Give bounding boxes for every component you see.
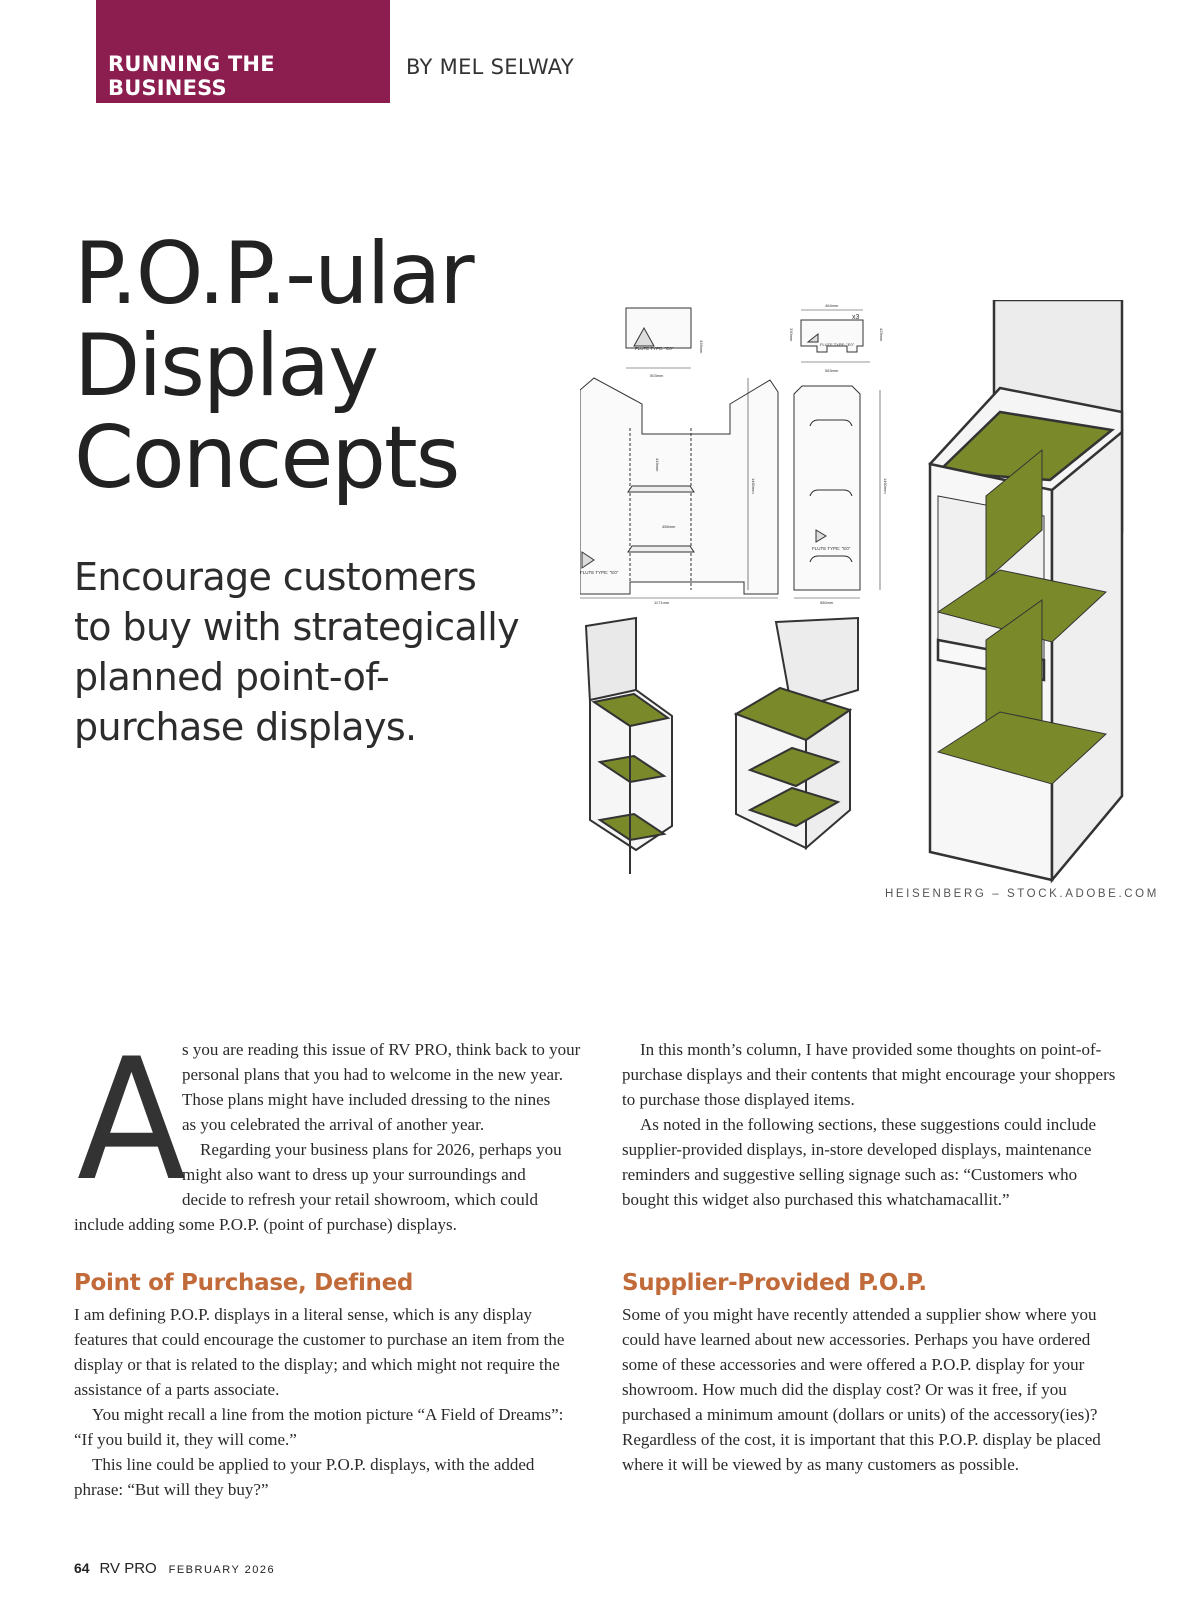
header-card-dieline xyxy=(626,308,691,368)
dim-label: 1460mm xyxy=(883,478,888,494)
section-heading: Supplier-Provided P.O.P. xyxy=(622,1270,927,1296)
dim-label: 419mm xyxy=(655,458,660,472)
body-line: as you celebrated the arrival of another year. xyxy=(182,1115,485,1134)
dim-label: 580mm xyxy=(820,600,834,605)
display-stand-small-front xyxy=(586,618,672,874)
article-column-right xyxy=(622,1037,1127,1212)
section-label: RUNNING THE BUSINESS xyxy=(108,52,275,100)
flute-label: FLUTE TYPE: "E0" xyxy=(635,346,674,351)
dim-label: 330mm xyxy=(789,328,794,342)
dropcap: A xyxy=(76,1022,187,1218)
dim-label: 464mm xyxy=(825,303,839,308)
paragraph: In this month’s column, I have provided some thoughts on point-of-purchase displays and their contents that might encourage your shoppers to purchase those displayed items. xyxy=(622,1040,1116,1109)
dim-label: 435mm xyxy=(699,340,704,354)
article-column-left xyxy=(74,1022,584,1237)
body-line: include adding some P.O.P. (point of purchase) displays. xyxy=(74,1215,457,1234)
deck-line: Encourage customers xyxy=(74,555,477,599)
section2-body xyxy=(622,1302,1127,1477)
body-dieline xyxy=(580,378,778,598)
magazine-name: RV PRO xyxy=(99,1560,157,1577)
issue-date: FEBRUARY 2026 xyxy=(168,1564,276,1576)
paragraph: Some of you might have recently attended a supplier show where you could have learned about new accessories. Perhaps you have ordered some of these accessories and were offered a P.O.P. display for your showroom. How much did the display cost? Or was it free, if you purchased a minimum amount (dollars or units) of the accessory(ies)? Regardless of the cost, it is important that this P.O.P. display be placed where it will be viewed by as many customers as possible. xyxy=(622,1305,1101,1474)
paragraph: As noted in the following sections, these suggestions could include supplier-provided displays, in-store developed displays, maintenance reminders and suggestive selling signage such as: “Customers who bought this widget also purchased this whatchamacallit.” xyxy=(622,1115,1097,1209)
deck-line: to buy with strategically xyxy=(74,605,520,649)
display-stand-small-angled xyxy=(736,618,858,848)
paragraph: This line could be applied to your P.O.P. displays, with the added phrase: “But will they buy?” xyxy=(74,1455,535,1499)
back-panel-dieline xyxy=(794,386,880,598)
body-line: Those plans might have included dressing to the nines xyxy=(182,1090,551,1109)
section1-body xyxy=(74,1302,584,1502)
section-tag xyxy=(96,0,390,103)
headline-line: Display xyxy=(74,316,377,416)
shelf-dieline xyxy=(801,310,870,362)
body-line: personal plans that you had to welcome in the new year. xyxy=(182,1065,563,1084)
deck-line: planned point-of- xyxy=(74,655,390,699)
photo-credit: HEISENBERG – STOCK.ADOBE.COM xyxy=(885,888,1159,900)
quantity-label: x3 xyxy=(852,314,860,321)
deck-line: purchase displays. xyxy=(74,705,417,749)
display-stand-large xyxy=(930,300,1122,880)
flute-label: FLUTE TYPE: "E0" xyxy=(812,546,851,551)
dim-label: 1171mm xyxy=(654,600,670,605)
dim-label: 503mm xyxy=(650,373,664,378)
page-footer xyxy=(74,1560,275,1577)
flute-label: FLUTE TYPE: "E0" xyxy=(580,570,619,575)
display-stand-illustration xyxy=(580,300,1160,885)
headline-line: Concepts xyxy=(74,408,459,508)
body-line: might also want to dress up your surroundings and xyxy=(182,1165,526,1184)
body-line: decide to refresh your retail showroom, which could xyxy=(182,1190,538,1209)
body-line: Regarding your business plans for 2026, perhaps you xyxy=(200,1140,562,1159)
dim-label: 456mm xyxy=(662,524,676,529)
paragraph: You might recall a line from the motion picture “A Field of Dreams”: “If you build it, they will come.” xyxy=(74,1405,564,1449)
page-number: 64 xyxy=(74,1560,90,1576)
flute-label: FLUTE TYPE: "E0" xyxy=(820,342,855,347)
deck xyxy=(74,552,534,752)
paragraph: I am defining P.O.P. displays in a literal sense, which is any display features that could encourage the customer to purchase an item from the display or that is related to the display; and which might not require the assistance of a parts associate. xyxy=(74,1305,565,1399)
body-line: s you are reading this issue of RV PRO, think back to your xyxy=(182,1040,581,1059)
headline xyxy=(74,224,544,508)
byline: BY MEL SELWAY xyxy=(406,55,574,79)
dim-label: 563mm xyxy=(825,368,839,373)
dim-label: 425mm xyxy=(879,328,884,342)
dim-label: 1460mm xyxy=(751,478,756,494)
headline-line: P.O.P.-ular xyxy=(74,224,473,324)
section-heading: Point of Purchase, Defined xyxy=(74,1270,414,1296)
